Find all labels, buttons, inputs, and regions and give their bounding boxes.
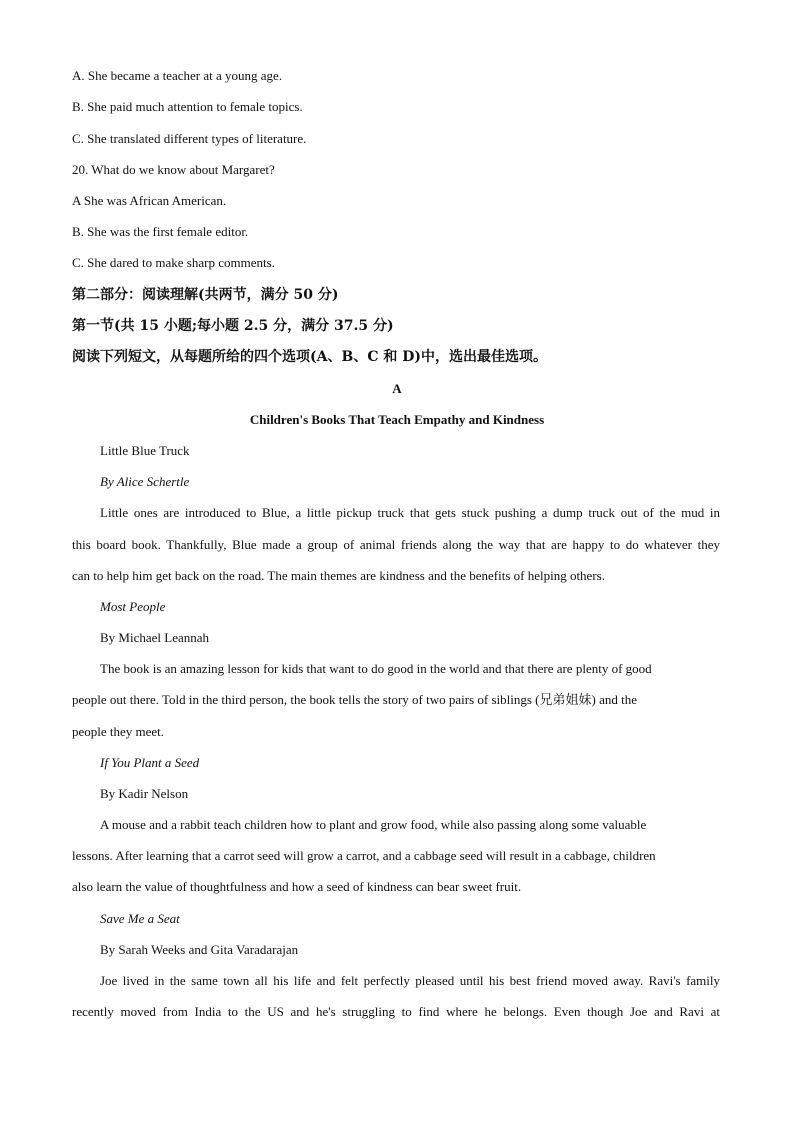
book-4-line-1: Joe lived in the same town all his life and felt perfectly pleased until his best friend moved away. Ravi's family [100,973,720,988]
book-2-line-2: people out there. Told in the third person, the book tells the story of two pairs of siblings (兄弟姐妹) and the [72,692,637,707]
book-3-author: By Kadir Nelson [100,786,189,801]
section1-heading: 第一节(共 15 小题;每小题 2.5 分，满分 37.5 分) [72,318,394,334]
part2-heading: 第二部分：阅读理解(共两节，满分 50 分) [72,287,339,303]
book-2-line-1: The book is an amazing lesson for kids that want to do good in the world and that there are plenty of good [100,661,652,676]
book-1-title: Little Blue Truck [100,443,190,458]
book-1-line-3: can to help him get back on the road. The main themes are kindness and the benefits of helping others. [72,568,605,583]
book-1-line-2: this board book. Thankfully, Blue made a group of animal friends along the way that are happy to do whatever they [72,537,720,552]
q20-option-b: B. She was the first female editor. [72,224,249,239]
book-2-line-3: people they meet. [72,724,165,739]
book-1-line-1: Little ones are introduced to Blue, a little pickup truck that gets stuck pushing a dump truck out of the mud in [100,505,720,520]
q20-option-a: A She was African American. [72,193,227,208]
q20-question: 20. What do we know about Margaret? [72,162,275,177]
q19-option-b: B. She paid much attention to female topics. [72,99,303,114]
book-2-author: By Michael Leannah [100,630,210,645]
book-3-title: If You Plant a Seed [100,755,200,770]
book-4-author: By Sarah Weeks and Gita Varadarajan [100,942,299,957]
reading-instruction: 阅读下列短文，从每题所给的四个选项(A、B、C 和 D)中，选出最佳选项。 [72,349,547,365]
passage-letter: A [392,381,402,396]
book-3-line-1: A mouse and a rabbit teach children how to plant and grow food, while also passing along some valuable [100,817,647,832]
book-1-author: By Alice Schertle [100,474,190,489]
book-2-title: Most People [100,599,166,614]
book-4-line-2: recently moved from India to the US and he's struggling to find where he belongs. Even though Joe and Ravi at [72,1004,720,1019]
book-3-line-3: also learn the value of thoughtfulness and how a seed of kindness can bear sweet fruit. [72,879,522,894]
q20-option-c: C. She dared to make sharp comments. [72,255,275,270]
passage-title: Children's Books That Teach Empathy and Kindness [249,412,545,427]
q19-option-a: A. She became a teacher at a young age. [72,68,283,83]
book-4-title: Save Me a Seat [100,911,180,926]
book-3-line-2: lessons. After learning that a carrot seed will grow a carrot, and a cabbage seed will result in a cabbage, children [72,848,656,863]
q19-option-c: C. She translated different types of literature. [72,131,307,146]
